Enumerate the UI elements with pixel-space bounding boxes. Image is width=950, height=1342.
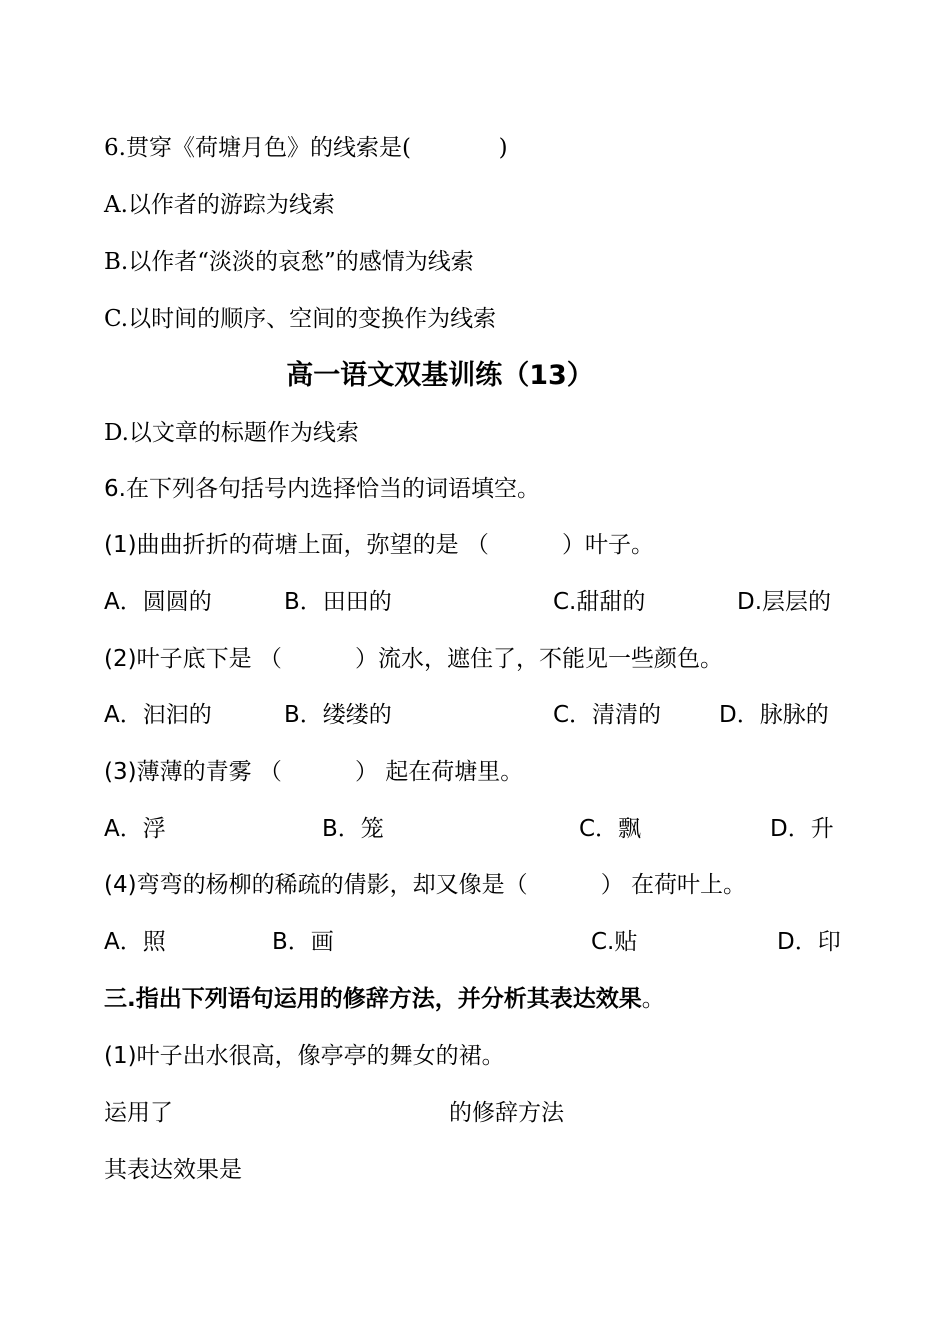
section-3-sentence-1: (1)叶子出水很高，像亭亭的舞女的裙。 [104, 1043, 505, 1069]
section-3-heading-period: 。 [641, 986, 665, 1012]
question-6-item-2: (2)叶子底下是 （ ）流水，遮住了，不能见一些颜色。 [104, 646, 724, 672]
item-1-option-a: A．圆圆的 [104, 589, 212, 615]
item-2-option-c: C．清清的 [553, 702, 662, 728]
section-3-heading-text: 三.指出下列语句运用的修辞方法，并分析其表达效果 [104, 986, 642, 1012]
question-6-item-1: (1)曲曲折折的荷塘上面，弥望的是 （ ）叶子。 [104, 532, 655, 558]
old-option-c: C.以时间的顺序、空间的变换作为线索 [104, 306, 497, 332]
old-question-6-stem: 6.贯穿《荷塘月色》的线索是( ) [104, 135, 508, 161]
effect-prompt: 其表达效果是 [104, 1157, 242, 1183]
item-3-option-d: D．升 [770, 816, 834, 842]
old-option-a: A.以作者的游踪为线索 [104, 192, 335, 218]
item-4-option-d: D．印 [777, 929, 841, 955]
item-4-option-b: B．画 [272, 929, 334, 955]
item-1-option-d: D.层层的 [737, 589, 832, 615]
section-3-heading [104, 984, 665, 1014]
question-6-item-3: (3)薄薄的青雾 （ ） 起在荷塘里。 [104, 759, 524, 785]
item-2-option-b: B．缕缕的 [284, 702, 392, 728]
item-3-option-c: C．飘 [579, 816, 642, 842]
old-option-d: D.以文章的标题作为线索 [104, 420, 359, 446]
item-4-option-c: C.贴 [591, 929, 638, 955]
old-option-b: B.以作者“淡淡的哀愁”的感情为线索 [104, 249, 474, 275]
item-1-option-b: B．田田的 [284, 589, 392, 615]
item-2-option-a: A．汩汩的 [104, 702, 212, 728]
rhetoric-blank-prefix: 运用了 [104, 1100, 173, 1126]
item-2-option-d: D．脉脉的 [719, 702, 829, 728]
item-4-option-a: A．照 [104, 929, 166, 955]
item-1-option-c: C.甜甜的 [553, 589, 646, 615]
item-3-option-b: B．笼 [322, 816, 384, 842]
question-6-item-4: (4)弯弯的杨柳的稀疏的倩影，却又像是（ ） 在荷叶上。 [104, 872, 747, 898]
rhetoric-blank-suffix: 的修辞方法 [449, 1100, 564, 1126]
item-3-option-a: A．浮 [104, 816, 166, 842]
question-6-stem: 6.在下列各句括号内选择恰当的词语填空。 [104, 476, 540, 502]
page-title: 高一语文双基训练（13） [286, 360, 594, 391]
